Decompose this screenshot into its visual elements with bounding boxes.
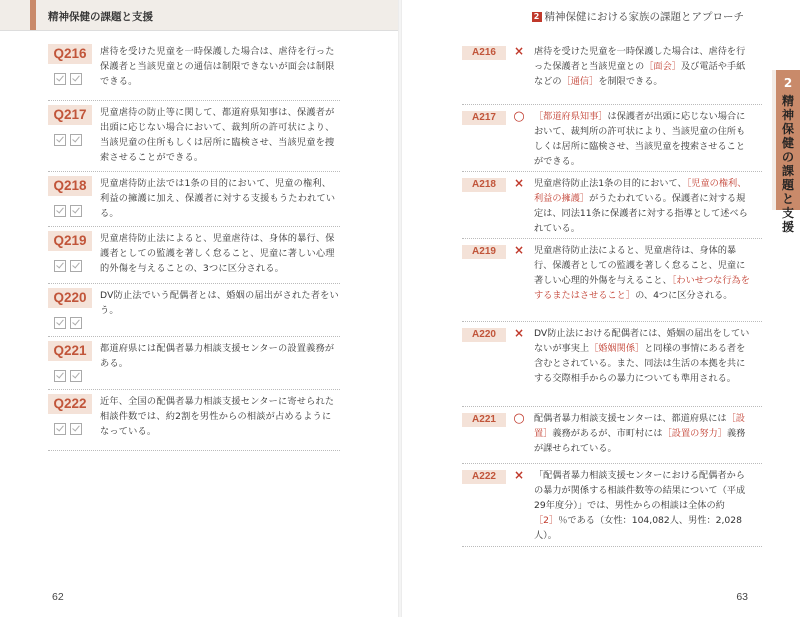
checkbox[interactable]: [70, 205, 82, 217]
keyword-highlight: ［面会］: [644, 61, 681, 72]
question-text: 児童虐待の防止等に関して、都道府県知事は、保護者が出頭に応じない場合において、裁判所の許可状により、当該児童の住所もしくは居所に臨検させ、当該児童を捜索させることができる。: [100, 107, 335, 163]
answer-text-segment: は保護者が出頭に応じない場合において、裁判所の許可状により、当該児童の住所もしくは居所に臨検させ、当該児童を捜索させることができる。: [534, 111, 746, 167]
question-item: [48, 337, 340, 390]
checkbox[interactable]: [70, 423, 82, 435]
answer-text-segment: 義務が課せられている。: [534, 428, 746, 454]
check-boxes: [54, 257, 86, 276]
check-boxes: [54, 367, 86, 386]
chapter-label-char: 保: [781, 122, 794, 136]
keyword-highlight: ［児童の権利、利益の擁護］: [534, 178, 747, 204]
keyword-highlight: ［都道府県知事］: [534, 111, 608, 122]
answer-text-segment: 「配偶者暴力相談支援センターにおける配偶者からの暴力が関係する相談件数等の結果について（平成29年度分）」では、男性からの相談は全体の約: [534, 470, 746, 511]
answer-item: [462, 464, 762, 547]
checkbox[interactable]: [70, 370, 82, 382]
answer-text: [534, 176, 752, 236]
checkbox[interactable]: [70, 260, 82, 272]
answer-number: A216: [462, 46, 506, 60]
keyword-highlight: ［わいせつな行為をするまたはさせること］: [534, 275, 750, 301]
answer-item: [462, 40, 762, 105]
answer-text-segment: DV防止法における配偶者には、婚姻の届出をしていないが事実上: [534, 328, 750, 354]
answer-text: [534, 411, 752, 456]
chapter-label-char: 神: [781, 108, 794, 122]
question-number: Q216: [48, 44, 92, 64]
chapter-label-char: 支: [781, 206, 794, 220]
answer-number: A218: [462, 178, 506, 192]
answer-text-segment: 及び電話や手紙などの: [534, 61, 746, 87]
question-number: Q218: [48, 176, 92, 196]
incorrect-mark-icon: ×: [513, 326, 525, 340]
answer-text-segment: と同様の事情にある者を含むとされている。また、同法は生活の本拠を共にする交際相手からの暴力についても準用される。: [534, 343, 746, 384]
answer-text: [534, 109, 752, 169]
answer-number: A221: [462, 413, 506, 427]
checkbox[interactable]: [54, 73, 66, 85]
answer-number: A222: [462, 470, 506, 484]
correct-mark-icon: ○: [513, 109, 525, 124]
question-item: [48, 284, 340, 337]
answer-text: [534, 326, 752, 386]
answer-text: [534, 468, 752, 543]
checkbox[interactable]: [54, 423, 66, 435]
keyword-highlight: ［設置の努力］: [662, 428, 727, 439]
answer-text-segment: 児童虐待防止法1条の目的において、: [534, 178, 687, 189]
question-number: Q220: [48, 288, 92, 308]
question-number: Q219: [48, 231, 92, 251]
chapter-label-char: 援: [781, 220, 794, 234]
chapter-number: 2: [783, 76, 793, 90]
keyword-highlight: ［2］: [534, 515, 559, 526]
left-header: [0, 0, 400, 31]
checkbox[interactable]: [70, 134, 82, 146]
question-item: [48, 227, 340, 284]
answer-text-segment: 虐待を受けた児童を一時保護した場合は、虐待を行った保護者と当該児童との: [534, 46, 746, 72]
check-boxes: [54, 420, 86, 439]
chapter-label-char: 課: [781, 164, 794, 178]
answer-number: A220: [462, 328, 506, 342]
chapter-label-char: の: [781, 150, 794, 164]
question-item: [48, 40, 340, 101]
incorrect-mark-icon: ×: [513, 176, 525, 190]
incorrect-mark-icon: ×: [513, 243, 525, 257]
question-text: 都道府県には配偶者暴力相談支援センターの設置義務がある。: [100, 343, 335, 369]
question-number: Q221: [48, 341, 92, 361]
chapter-label: [780, 94, 796, 234]
checkbox[interactable]: [54, 370, 66, 382]
right-header-title: [532, 9, 745, 24]
answer-text-segment: 義務があるが、市町村には: [552, 428, 663, 439]
question-item: [48, 390, 340, 451]
check-boxes: [54, 131, 86, 150]
question-item: [48, 172, 340, 227]
answer-item: [462, 239, 762, 322]
answer-text-segment: がうたわれている。保護者に対する規定は、同法11条に保護者に対する指導として述べられている。: [534, 193, 748, 234]
question-text: 児童虐待防止法では1条の目的において、児童の権利、利益の擁護に加え、保護者に対する支援もうたわれている。: [100, 178, 336, 219]
left-header-title: 精神保健の課題と支援: [48, 11, 153, 23]
chapter-label-char: 題: [781, 178, 794, 192]
checkbox[interactable]: [54, 260, 66, 272]
question-number: Q217: [48, 105, 92, 125]
page-number: 63: [736, 591, 748, 603]
question-text: 虐待を受けた児童を一時保護した場合は、虐待を行った保護者と当該児童との通信は制限できないが面会は制限できる。: [100, 46, 335, 87]
chapter-label-char: 精: [781, 94, 794, 108]
section-title: 精神保健における家族の課題とアプローチ: [544, 11, 744, 23]
page-number: 62: [52, 591, 64, 603]
answer-text-segment: を制限できる。: [598, 76, 663, 87]
answer-text-segment: の、4つに区分される。: [635, 290, 733, 301]
checkbox[interactable]: [70, 73, 82, 85]
check-boxes: [54, 70, 86, 89]
answer-item: [462, 322, 762, 407]
keyword-highlight: ［設置］: [534, 413, 745, 439]
answer-text-segment: 児童虐待防止法によると、児童虐待は、身体的暴行、保護者としての監護を著しく怠ること、児童に著しい心理的外傷を与えること、: [534, 245, 746, 286]
section-number: 2: [532, 12, 542, 22]
chapter-label-char: と: [781, 192, 794, 206]
question-item: [48, 101, 340, 172]
checkbox[interactable]: [70, 317, 82, 329]
question-number: Q222: [48, 394, 92, 414]
answer-item: [462, 172, 762, 239]
answer-list: [462, 40, 762, 547]
question-text: DV防止法でいう配偶者とは、婚姻の届出がされた者をいう。: [100, 290, 339, 316]
answer-number: A217: [462, 111, 506, 125]
answer-item: [462, 407, 762, 464]
check-boxes: [54, 202, 86, 221]
keyword-highlight: ［通信］: [561, 76, 599, 87]
checkbox[interactable]: [54, 134, 66, 146]
answer-number: A219: [462, 245, 506, 259]
keyword-highlight: ［婚姻関係］: [589, 343, 645, 354]
answer-text-segment: ％である（女性：104,082人、男性：2,028人）。: [534, 515, 742, 541]
question-text: 児童虐待防止法によると、児童虐待は、身体的暴行、保護者としての監護を著しく怠ること、児童に著しい心理的外傷を与えることの、3つに区分される。: [100, 233, 335, 274]
right-page: [400, 0, 800, 617]
answer-text: [534, 243, 752, 303]
incorrect-mark-icon: ×: [513, 44, 525, 58]
question-text: 近年、全国の配偶者暴力相談支援センターに寄せられた相談件数では、約2割を男性からの相談が占めるようになっている。: [100, 396, 335, 437]
answer-text-segment: 配偶者暴力相談支援センターは、都道府県には: [534, 413, 727, 424]
header-tab-marker: [30, 0, 36, 30]
checkbox[interactable]: [54, 317, 66, 329]
checkbox[interactable]: [54, 205, 66, 217]
answer-text: [534, 44, 752, 89]
incorrect-mark-icon: ×: [513, 468, 525, 482]
correct-mark-icon: ○: [513, 411, 525, 426]
check-boxes: [54, 314, 86, 333]
chapter-side-tab: [776, 70, 800, 234]
chapter-label-char: 健: [781, 136, 794, 150]
question-list: [48, 40, 340, 451]
answer-item: [462, 105, 762, 172]
